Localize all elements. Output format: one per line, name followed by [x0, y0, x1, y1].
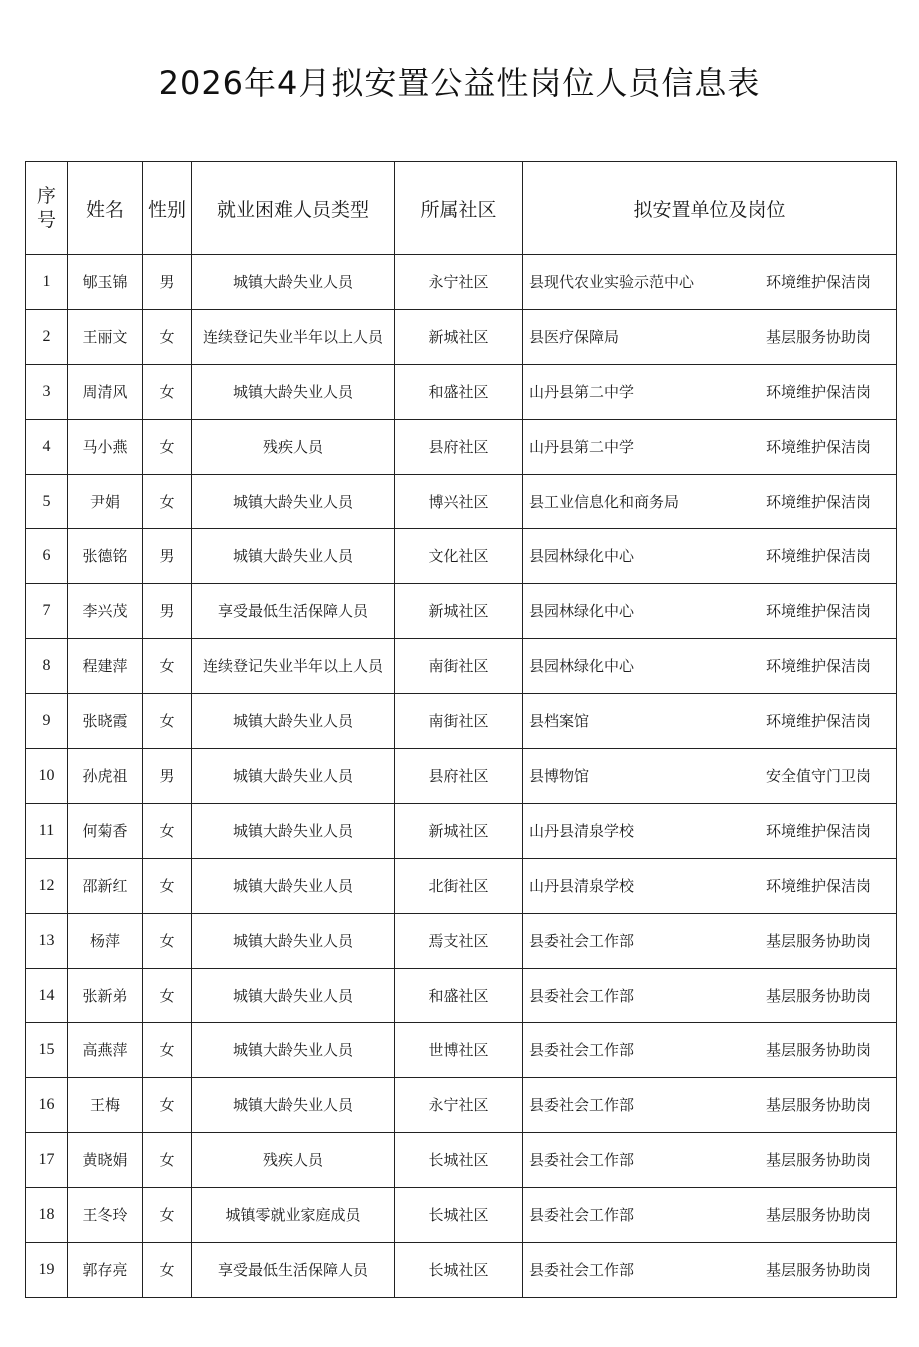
cell-type: 享受最低生活保障人员: [192, 584, 395, 639]
cell-community: 新城社区: [395, 584, 523, 639]
cell-name: 程建萍: [68, 639, 143, 694]
cell-unit-position: [523, 364, 897, 419]
cell-seq: 10: [26, 749, 68, 804]
cell-unit-position: [523, 309, 897, 364]
cell-unit-position: [523, 1078, 897, 1133]
cell-unit: 县园林绿化中心: [529, 602, 635, 621]
cell-unit-position: [523, 694, 897, 749]
cell-unit: 县档案馆: [529, 712, 590, 731]
cell-unit: 县园林绿化中心: [529, 657, 635, 676]
cell-name: 杨萍: [68, 913, 143, 968]
cell-community: 和盛社区: [395, 364, 523, 419]
cell-unit-position: [523, 913, 897, 968]
cell-position: 基层服务协助岗: [765, 1041, 871, 1060]
table-row: [26, 694, 897, 749]
cell-gender: 女: [143, 858, 192, 913]
cell-position: 环境维护保洁岗: [765, 657, 871, 676]
table-row: [26, 858, 897, 913]
cell-seq: 11: [26, 803, 68, 858]
cell-unit-position: [523, 639, 897, 694]
cell-type: 城镇大龄失业人员: [192, 529, 395, 584]
cell-unit-position: [523, 1133, 897, 1188]
cell-seq: 1: [26, 255, 68, 310]
cell-community: 博兴社区: [395, 474, 523, 529]
table-row: [26, 1243, 897, 1298]
cell-type: 城镇大龄失业人员: [192, 968, 395, 1023]
cell-name: 孙虎祖: [68, 749, 143, 804]
table-row: [26, 639, 897, 694]
cell-name: 郭存亮: [68, 1243, 143, 1298]
cell-position: 环境维护保洁岗: [765, 437, 871, 456]
cell-position: 环境维护保洁岗: [765, 382, 871, 401]
cell-gender: 女: [143, 309, 192, 364]
cell-gender: 男: [143, 255, 192, 310]
cell-community: 新城社区: [395, 309, 523, 364]
cell-position: 环境维护保洁岗: [765, 876, 871, 895]
cell-gender: 女: [143, 913, 192, 968]
table-row: [26, 749, 897, 804]
cell-position: 环境维护保洁岗: [765, 602, 871, 621]
cell-seq: 14: [26, 968, 68, 1023]
cell-unit: 县委社会工作部: [529, 931, 635, 950]
cell-gender: 女: [143, 1133, 192, 1188]
cell-community: 永宁社区: [395, 1078, 523, 1133]
cell-seq: 13: [26, 913, 68, 968]
cell-name: 郇玉锦: [68, 255, 143, 310]
cell-gender: 女: [143, 639, 192, 694]
page-title: 2026年4月拟安置公益性岗位人员信息表: [158, 64, 761, 102]
cell-type: 城镇零就业家庭成员: [192, 1188, 395, 1243]
cell-type: 残疾人员: [192, 419, 395, 474]
cell-position: 基层服务协助岗: [765, 327, 871, 346]
cell-unit: 山丹县清泉学校: [529, 821, 635, 840]
cell-type: 残疾人员: [192, 1133, 395, 1188]
cell-seq: 3: [26, 364, 68, 419]
cell-unit: 县博物馆: [529, 766, 590, 785]
header-community: 所属社区: [395, 162, 523, 255]
table-row: [26, 968, 897, 1023]
cell-type: 城镇大龄失业人员: [192, 255, 395, 310]
cell-type: 城镇大龄失业人员: [192, 749, 395, 804]
cell-community: 长城社区: [395, 1243, 523, 1298]
cell-unit: 县委社会工作部: [529, 1041, 635, 1060]
cell-unit: 县医疗保障局: [529, 327, 620, 346]
cell-unit: 县现代农业实验示范中心: [529, 272, 695, 291]
cell-community: 长城社区: [395, 1133, 523, 1188]
cell-gender: 女: [143, 1078, 192, 1133]
cell-seq: 19: [26, 1243, 68, 1298]
cell-position: 基层服务协助岗: [765, 986, 871, 1005]
cell-name: 李兴茂: [68, 584, 143, 639]
cell-seq: 16: [26, 1078, 68, 1133]
cell-gender: 女: [143, 474, 192, 529]
cell-unit-position: [523, 584, 897, 639]
cell-name: 邵新红: [68, 858, 143, 913]
cell-unit: 县园林绿化中心: [529, 547, 635, 566]
cell-position: 环境维护保洁岗: [765, 821, 871, 840]
table-row: [26, 1188, 897, 1243]
cell-type: 连续登记失业半年以上人员: [192, 639, 395, 694]
cell-type: 城镇大龄失业人员: [192, 1023, 395, 1078]
cell-unit-position: [523, 749, 897, 804]
cell-unit: 山丹县第二中学: [529, 382, 635, 401]
cell-gender: 男: [143, 584, 192, 639]
cell-name: 王冬玲: [68, 1188, 143, 1243]
cell-unit: 县委社会工作部: [529, 1096, 635, 1115]
cell-seq: 9: [26, 694, 68, 749]
cell-gender: 女: [143, 968, 192, 1023]
table-row: [26, 474, 897, 529]
cell-seq: 2: [26, 309, 68, 364]
cell-community: 文化社区: [395, 529, 523, 584]
cell-community: 新城社区: [395, 803, 523, 858]
cell-name: 马小燕: [68, 419, 143, 474]
cell-seq: 17: [26, 1133, 68, 1188]
header-row: [26, 162, 897, 255]
cell-community: 县府社区: [395, 419, 523, 474]
cell-unit-position: [523, 1188, 897, 1243]
cell-seq: 8: [26, 639, 68, 694]
cell-name: 周清风: [68, 364, 143, 419]
table-row: [26, 1133, 897, 1188]
cell-unit: 县工业信息化和商务局: [529, 492, 680, 511]
cell-position: 环境维护保洁岗: [765, 492, 871, 511]
cell-seq: 4: [26, 419, 68, 474]
cell-unit-position: [523, 474, 897, 529]
cell-seq: 6: [26, 529, 68, 584]
cell-name: 王梅: [68, 1078, 143, 1133]
cell-name: 何菊香: [68, 803, 143, 858]
cell-type: 城镇大龄失业人员: [192, 803, 395, 858]
cell-gender: 女: [143, 803, 192, 858]
cell-name: 尹娟: [68, 474, 143, 529]
cell-community: 南街社区: [395, 694, 523, 749]
cell-position: 环境维护保洁岗: [765, 712, 871, 731]
cell-position: 环境维护保洁岗: [765, 547, 871, 566]
cell-community: 永宁社区: [395, 255, 523, 310]
cell-community: 焉支社区: [395, 913, 523, 968]
cell-type: 城镇大龄失业人员: [192, 694, 395, 749]
table-row: [26, 584, 897, 639]
cell-type: 连续登记失业半年以上人员: [192, 309, 395, 364]
header-gender: 性别: [143, 162, 192, 255]
cell-name: 张晓霞: [68, 694, 143, 749]
cell-community: 县府社区: [395, 749, 523, 804]
table-row: [26, 419, 897, 474]
cell-gender: 女: [143, 694, 192, 749]
cell-type: 城镇大龄失业人员: [192, 1078, 395, 1133]
cell-name: 张德铭: [68, 529, 143, 584]
cell-seq: 15: [26, 1023, 68, 1078]
header-seq: 序号: [26, 162, 68, 255]
cell-seq: 5: [26, 474, 68, 529]
table-row: [26, 803, 897, 858]
cell-seq: 18: [26, 1188, 68, 1243]
header-name: 姓名: [68, 162, 143, 255]
cell-community: 长城社区: [395, 1188, 523, 1243]
cell-unit-position: [523, 803, 897, 858]
cell-position: 基层服务协助岗: [765, 1096, 871, 1115]
cell-unit-position: [523, 968, 897, 1023]
cell-unit: 山丹县清泉学校: [529, 876, 635, 895]
personnel-table: [25, 161, 897, 1298]
table-row: [26, 1078, 897, 1133]
cell-type: 城镇大龄失业人员: [192, 364, 395, 419]
header-unit-position: 拟安置单位及岗位: [523, 162, 897, 255]
cell-unit: 县委社会工作部: [529, 986, 635, 1005]
cell-name: 王丽文: [68, 309, 143, 364]
cell-position: 基层服务协助岗: [765, 1151, 871, 1170]
cell-unit-position: [523, 1023, 897, 1078]
cell-type: 城镇大龄失业人员: [192, 474, 395, 529]
cell-position: 基层服务协助岗: [765, 1206, 871, 1225]
table-row: [26, 529, 897, 584]
cell-position: 基层服务协助岗: [765, 1260, 871, 1279]
table-row: [26, 913, 897, 968]
cell-community: 和盛社区: [395, 968, 523, 1023]
cell-name: 黄晓娟: [68, 1133, 143, 1188]
cell-community: 世博社区: [395, 1023, 523, 1078]
cell-position: 基层服务协助岗: [765, 931, 871, 950]
cell-seq: 7: [26, 584, 68, 639]
cell-position: 环境维护保洁岗: [765, 272, 871, 291]
cell-gender: 女: [143, 419, 192, 474]
cell-unit: 县委社会工作部: [529, 1206, 635, 1225]
cell-gender: 女: [143, 1023, 192, 1078]
cell-type: 城镇大龄失业人员: [192, 858, 395, 913]
cell-unit-position: [523, 1243, 897, 1298]
cell-community: 南街社区: [395, 639, 523, 694]
cell-unit-position: [523, 419, 897, 474]
cell-unit: 山丹县第二中学: [529, 437, 635, 456]
cell-unit-position: [523, 529, 897, 584]
cell-seq: 12: [26, 858, 68, 913]
cell-gender: 男: [143, 529, 192, 584]
cell-name: 张新弟: [68, 968, 143, 1023]
cell-gender: 女: [143, 1188, 192, 1243]
table-row: [26, 255, 897, 310]
table-row: [26, 309, 897, 364]
cell-unit-position: [523, 255, 897, 310]
header-type: 就业困难人员类型: [192, 162, 395, 255]
cell-community: 北街社区: [395, 858, 523, 913]
cell-type: 享受最低生活保障人员: [192, 1243, 395, 1298]
cell-gender: 男: [143, 749, 192, 804]
cell-unit-position: [523, 858, 897, 913]
table-row: [26, 1023, 897, 1078]
cell-gender: 女: [143, 364, 192, 419]
cell-gender: 女: [143, 1243, 192, 1298]
cell-unit: 县委社会工作部: [529, 1260, 635, 1279]
cell-name: 高燕萍: [68, 1023, 143, 1078]
cell-unit: 县委社会工作部: [529, 1151, 635, 1170]
cell-position: 安全值守门卫岗: [765, 766, 871, 785]
cell-type: 城镇大龄失业人员: [192, 913, 395, 968]
table-row: [26, 364, 897, 419]
